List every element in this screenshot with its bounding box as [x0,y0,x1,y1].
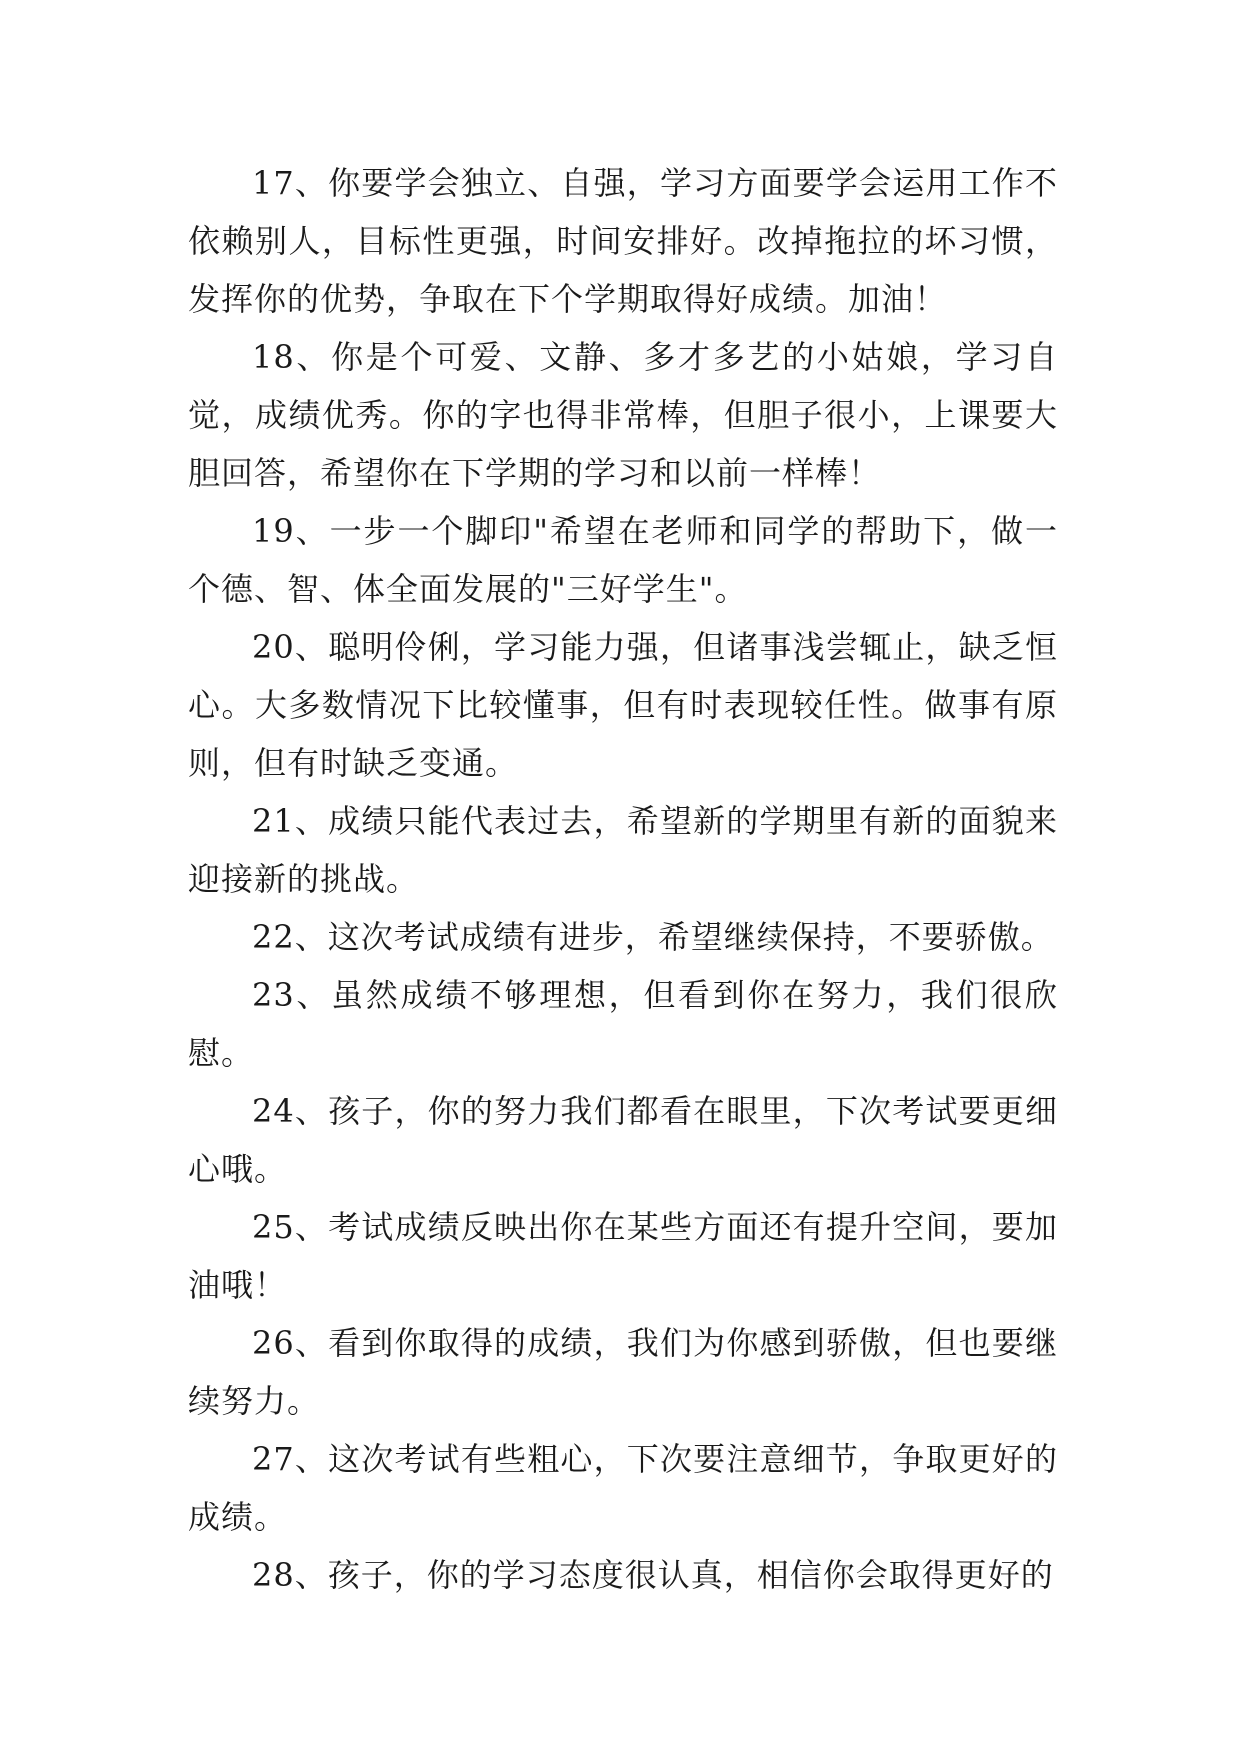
comment-paragraph-25: 25、考试成绩反映出你在某些方面还有提升空间，要加油哦！ [188,1208,1058,1304]
comment-paragraph-23: 23、虽然成绩不够理想，但看到你在努力，我们很欣慰。 [188,976,1058,1072]
comment-paragraph-18: 18、你是个可爱、文静、多才多艺的小姑娘，学习自觉，成绩优秀。你的字也得非常棒，但胆子很小，上课要大胆回答，希望你在下学期的学习和以前一样棒！ [188,338,1058,492]
document-body [188,154,1058,1604]
comment-paragraph-21: 21、成绩只能代表过去，希望新的学期里有新的面貌来迎接新的挑战。 [188,802,1058,898]
comment-paragraph-24: 24、孩子，你的努力我们都看在眼里，下次考试要更细心哦。 [188,1092,1058,1188]
comment-paragraph-20: 20、聪明伶俐，学习能力强，但诸事浅尝辄止，缺乏恒心。大多数情况下比较懂事，但有时表现较任性。做事有原则，但有时缺乏变通。 [188,628,1058,782]
comment-paragraph-22: 22、这次考试成绩有进步，希望继续保持，不要骄傲。 [252,918,1054,956]
comment-paragraph-28: 28、孩子，你的学习态度很认真，相信你会取得更好的 [252,1556,1054,1594]
comment-paragraph-26: 26、看到你取得的成绩，我们为你感到骄傲，但也要继续努力。 [188,1324,1058,1420]
comment-paragraph-27: 27、这次考试有些粗心，下次要注意细节，争取更好的成绩。 [188,1440,1058,1536]
comment-paragraph-17: 17、你要学会独立、自强，学习方面要学会运用工作不依赖别人，目标性更强，时间安排好。改掉拖拉的坏习惯，发挥你的优势，争取在下个学期取得好成绩。加油！ [188,164,1058,318]
comment-paragraph-19: 19、一步一个脚印"希望在老师和同学的帮助下，做一个德、智、体全面发展的"三好学生"。 [188,512,1058,608]
